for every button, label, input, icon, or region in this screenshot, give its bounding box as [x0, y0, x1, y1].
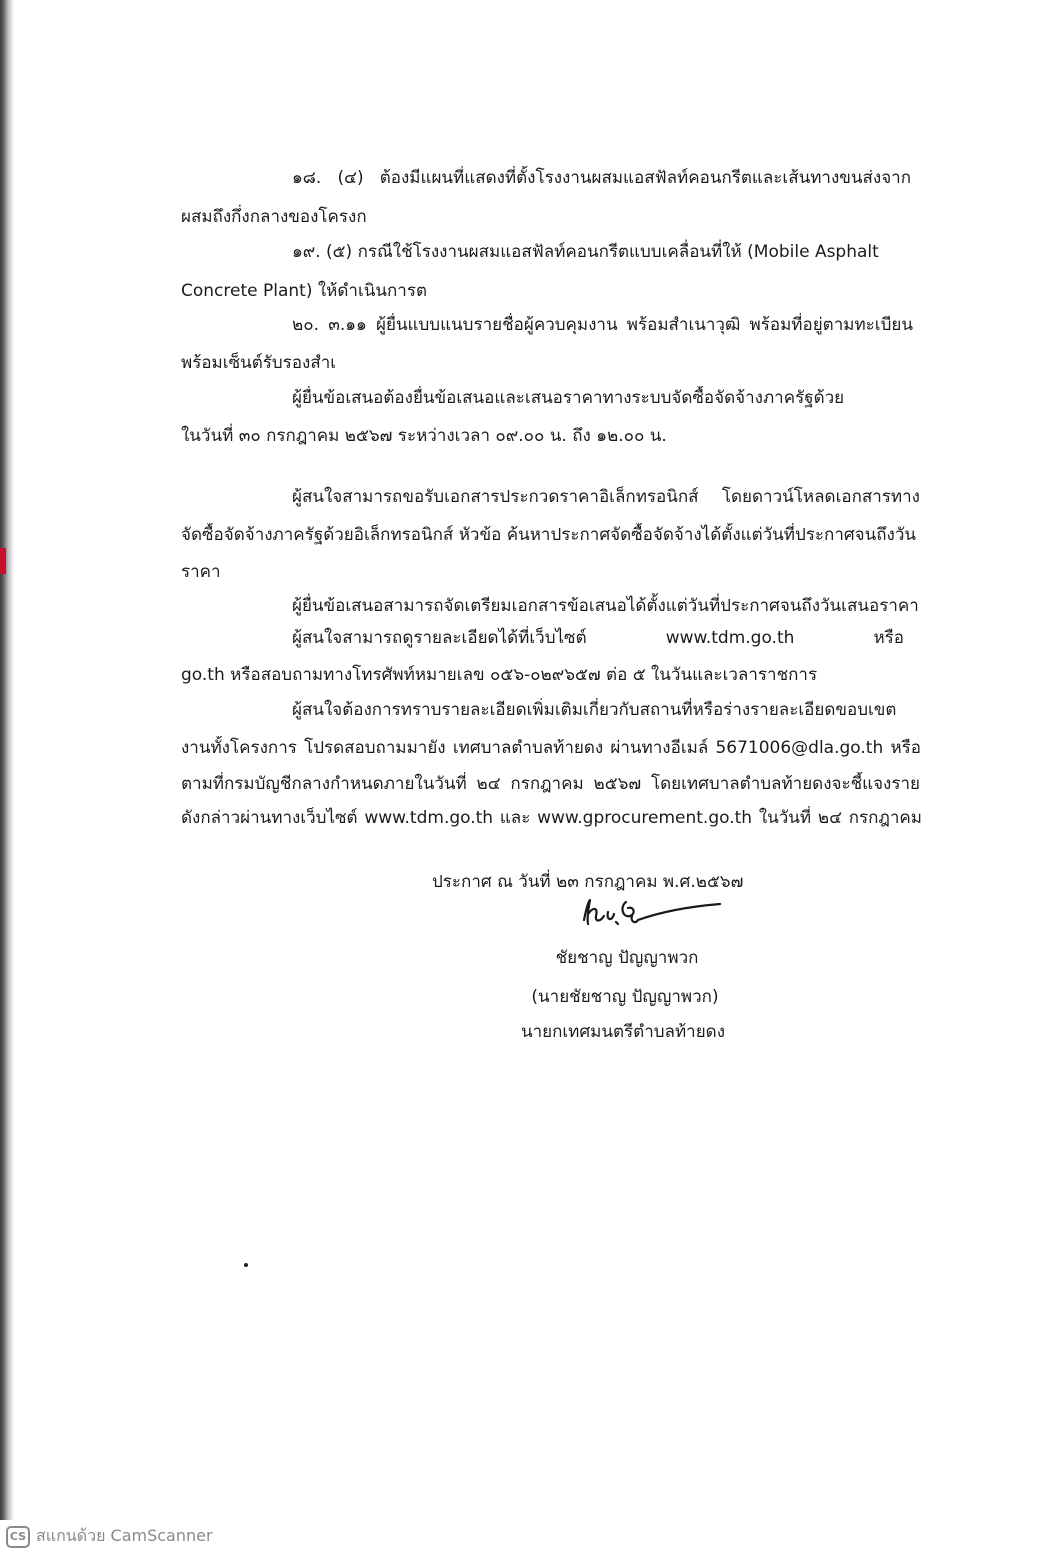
- announce-date: ประกาศ ณ วันที่ ๒๓ กรกฎาคม พ.ศ.๒๕๖๗: [432, 872, 744, 892]
- inquiry-paragraph-cont-3: ดังกล่าวผ่านทางเว็บไซต์ www.tdm.go.th และ www.gprocurement.go.th ในวันที่ ๒๔ กรกฎาคม: [181, 808, 922, 828]
- camscanner-logo-icon: CS: [6, 1526, 30, 1548]
- submission-paragraph: ผู้ยื่นข้อเสนอต้องยื่นข้อเสนอและเสนอราคาทางระบบจัดซื้อจัดจ้างภาครัฐด้วย: [292, 388, 845, 408]
- line-item-18-cont: ผสมถึงกึ่งกลางของโครงก: [181, 207, 367, 227]
- download-paragraph-end: ราคา: [181, 562, 221, 582]
- prepare-documents-line: ผู้ยื่นข้อเสนอสามารถจัดเตรียมเอกสารข้อเสนอได้ตั้งแต่วันที่ประกาศจนถึงวันเสนอราคา: [292, 596, 919, 616]
- signer-name: ชัยชาญ ปัญญาพวก: [555, 948, 699, 968]
- inquiry-paragraph: ผู้สนใจต้องการทราบรายละเอียดเพิ่มเติมเกี่ยวกับสถานที่หรือร่างรายละเอียดขอบเขต: [292, 700, 897, 720]
- camscanner-label: สแกนด้วย CamScanner: [36, 1526, 213, 1545]
- line-item-19: ๑๙. (๕) กรณีใช้โรงงานผสมแอสฟัลท์คอนกรีตแบบเคลื่อนที่ให้ (Mobile Asphalt: [292, 242, 879, 262]
- signer-position: นายกเทศมนตรีตำบลท้ายดง: [520, 1022, 726, 1042]
- website-paragraph-cont: go.th หรือสอบถามทางโทรศัพท์หมายเลข ๐๕๖-๐๒๙๖๕๗ ต่อ ๕ ในวันและเวลาราชการ: [181, 665, 818, 685]
- camscanner-footer: [6, 1524, 213, 1549]
- inquiry-paragraph-cont-1: งานทั้งโครงการ โปรดสอบถามมายัง เทศบาลตำบลท้ายดง ผ่านทางอีเมล์ 5671006@dla.go.th หรือ: [181, 738, 921, 758]
- download-paragraph: ผู้สนใจสามารถขอรับเอกสารประกวดราคาอิเล็กทรอนิกส์ โดยดาวน์โหลดเอกสารทาง: [292, 487, 920, 507]
- line-item-19-cont: Concrete Plant) ให้ดำเนินการต: [181, 281, 428, 301]
- download-paragraph-cont: จัดซื้อจัดจ้างภาครัฐด้วยอิเล็กทรอนิกส์ หัวข้อ ค้นหาประกาศจัดซื้อจัดจ้างได้ตั้งแต่วันที่ประกาศจนถึงวัน: [181, 525, 916, 545]
- scan-speck: [244, 1263, 248, 1267]
- website-paragraph: ผู้สนใจสามารถดูรายละเอียดได้ที่เว็บไซต์ www.tdm.go.th หรือ: [292, 628, 904, 648]
- signer-full-name: (นายชัยชาญ ปัญญาพวก): [531, 987, 719, 1007]
- inquiry-paragraph-cont-2: ตามที่กรมบัญชีกลางกำหนดภายในวันที่ ๒๔ กรกฎาคม ๒๕๖๗ โดยเทศบาลตำบลท้ายดงจะชี้แจงราย: [181, 774, 920, 794]
- scan-edge-shadow: [0, 0, 14, 1520]
- line-item-20: ๒๐. ๓.๑๑ ผู้ยื่นแบบแนบรายชื่อผู้ควบคุมงาน พร้อมสำเนาวุฒิ พร้อมที่อยู่ตามทะเบียน: [292, 315, 913, 335]
- scan-edge-mark: [0, 548, 6, 574]
- submission-date: ในวันที่ ๓๐ กรกฎาคม ๒๕๖๗ ระหว่างเวลา ๐๙.๐๐ น. ถึง ๑๒.๐๐ น.: [181, 426, 667, 446]
- line-item-20-cont: พร้อมเซ็นต์รับรองสำเ: [181, 353, 337, 373]
- handwritten-signature: [576, 892, 726, 934]
- line-item-18: ๑๘. (๔) ต้องมีแผนที่แสดงที่ตั้งโรงงานผสมแอสฟัลท์คอนกรีตและเส้นทางขนส่งจาก: [292, 168, 911, 188]
